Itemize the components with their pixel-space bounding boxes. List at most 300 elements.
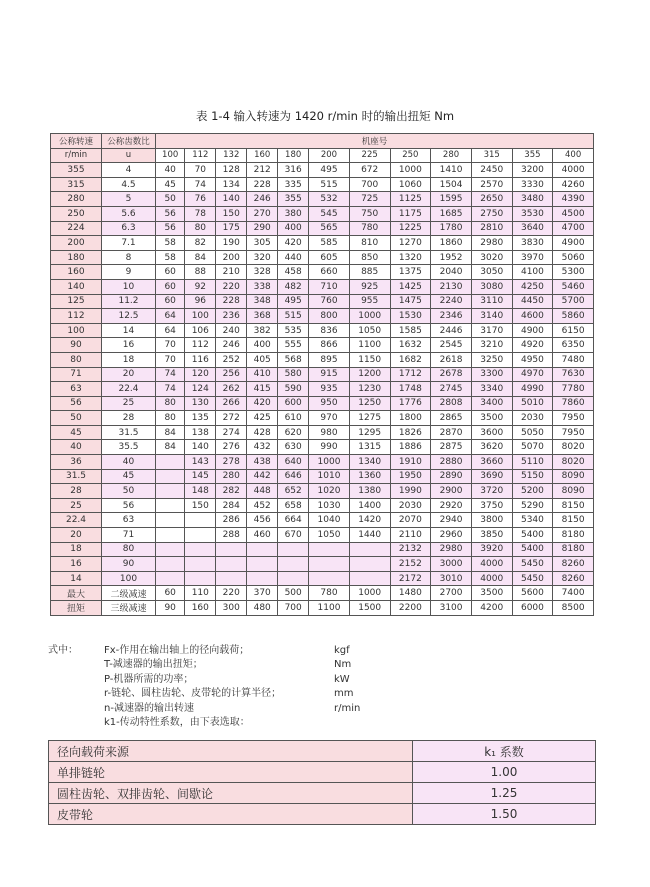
- cell-torque: 2650: [471, 192, 512, 207]
- cell-torque: 646: [278, 469, 309, 484]
- cell-torque: 236: [216, 309, 247, 324]
- cell-torque: 800: [309, 309, 350, 324]
- cell-torque: [156, 484, 185, 499]
- cell-torque: 138: [185, 425, 216, 440]
- cell-torque: [349, 571, 390, 586]
- cell-torque: 456: [247, 513, 278, 528]
- cell-max-torque: 90: [156, 601, 185, 616]
- cell-torque: 78: [185, 206, 216, 221]
- table-row: [51, 571, 594, 586]
- cell-torque: 3020: [471, 250, 512, 265]
- header-frame-size: 280: [431, 148, 472, 163]
- cell-ratio: 7.1: [102, 236, 156, 251]
- cell-torque: 5290: [512, 498, 553, 513]
- cell-torque: 74: [156, 367, 185, 382]
- cell-ratio: 4.5: [102, 177, 156, 192]
- table-row: [51, 338, 594, 353]
- cell-torque: 45: [156, 177, 185, 192]
- cell-torque: 4100: [512, 265, 553, 280]
- cell-torque: 1910: [390, 455, 431, 470]
- cell-torque: 1440: [349, 528, 390, 543]
- cell-torque: [278, 571, 309, 586]
- cell-torque: 1780: [431, 221, 472, 236]
- cell-torque: 1748: [390, 382, 431, 397]
- cell-torque: 4920: [512, 338, 553, 353]
- cell-torque: 495: [309, 163, 350, 178]
- cell-max-torque: 700: [278, 601, 309, 616]
- table-row: [51, 323, 594, 338]
- k-row: [49, 762, 596, 783]
- cell-torque: 5700: [553, 294, 594, 309]
- cell-torque: 1475: [390, 294, 431, 309]
- cell-torque: 515: [278, 309, 309, 324]
- cell-torque: 3830: [512, 236, 553, 251]
- k-coef: 1.50: [413, 804, 596, 825]
- legend-text: k1-传动特性系数，由下表选取：: [104, 717, 250, 729]
- cell-torque: 1000: [349, 309, 390, 324]
- max-torque-label: 最大: [51, 586, 102, 601]
- cell-torque: 228: [247, 177, 278, 192]
- cell-torque: 1320: [390, 250, 431, 265]
- legend-item: [48, 687, 360, 701]
- cell-speed: 100: [51, 323, 102, 338]
- cell-torque: 80: [156, 411, 185, 426]
- cell-ratio: 90: [102, 557, 156, 572]
- cell-torque: 1420: [349, 513, 390, 528]
- cell-torque: 4950: [512, 352, 553, 367]
- cell-torque: 590: [278, 382, 309, 397]
- legend-indent: [48, 687, 104, 701]
- cell-torque: 448: [247, 484, 278, 499]
- cell-torque: [156, 571, 185, 586]
- cell-torque: [216, 542, 247, 557]
- cell-speed: 80: [51, 352, 102, 367]
- header-frame-size: 225: [349, 148, 390, 163]
- cell-torque: 1504: [431, 177, 472, 192]
- header-frame-size: 400: [553, 148, 594, 163]
- max-torque-row: [51, 586, 594, 601]
- cell-ratio: 31.5: [102, 425, 156, 440]
- cell-torque: 1250: [349, 396, 390, 411]
- cell-torque: 1020: [309, 484, 350, 499]
- cell-torque: 145: [185, 469, 216, 484]
- table-row: [51, 265, 594, 280]
- cell-max-torque: 6000: [512, 601, 553, 616]
- legend-prefix: 式中：: [48, 645, 78, 656]
- cell-ratio: 9: [102, 265, 156, 280]
- cell-torque: 96: [185, 294, 216, 309]
- cell-torque: 700: [349, 177, 390, 192]
- cell-torque: 220: [216, 279, 247, 294]
- cell-torque: 58: [156, 236, 185, 251]
- k-header-coef: k₁ 系数: [413, 741, 596, 762]
- cell-torque: 288: [216, 528, 247, 543]
- cell-torque: 658: [278, 498, 309, 513]
- cell-torque: [156, 528, 185, 543]
- cell-speed: 63: [51, 382, 102, 397]
- cell-torque: 1632: [390, 338, 431, 353]
- cell-ratio: 63: [102, 513, 156, 528]
- cell-torque: 116: [185, 352, 216, 367]
- cell-torque: 420: [247, 396, 278, 411]
- cell-speed: 40: [51, 440, 102, 455]
- cell-torque: [185, 557, 216, 572]
- cell-torque: 2870: [431, 425, 472, 440]
- header-speed-unit: r/min: [51, 148, 102, 163]
- cell-torque: 1125: [390, 192, 431, 207]
- cell-torque: 1175: [390, 206, 431, 221]
- cell-max-torque: 7400: [553, 586, 594, 601]
- cell-torque: 970: [309, 411, 350, 426]
- cell-max-torque: 500: [278, 586, 309, 601]
- cell-torque: 7780: [553, 382, 594, 397]
- cell-torque: 84: [156, 440, 185, 455]
- table-row: [51, 309, 594, 324]
- cell-torque: [156, 455, 185, 470]
- header-frame-size: 100: [156, 148, 185, 163]
- cell-torque: 442: [247, 469, 278, 484]
- cell-torque: 76: [185, 192, 216, 207]
- cell-torque: 885: [349, 265, 390, 280]
- cell-torque: 1100: [349, 338, 390, 353]
- cell-torque: 148: [185, 484, 216, 499]
- cell-torque: 1150: [349, 352, 390, 367]
- cell-torque: 515: [309, 177, 350, 192]
- cell-torque: [216, 571, 247, 586]
- cell-ratio: 18: [102, 352, 156, 367]
- cell-ratio: 4: [102, 163, 156, 178]
- cell-torque: 335: [278, 177, 309, 192]
- cell-torque: 175: [216, 221, 247, 236]
- table-row: [51, 279, 594, 294]
- cell-ratio: 80: [102, 542, 156, 557]
- k-source: 圆柱齿轮、双排齿轮、间歇论: [49, 783, 413, 804]
- cell-speed: 280: [51, 192, 102, 207]
- cell-torque: 84: [185, 250, 216, 265]
- table-row: [51, 411, 594, 426]
- cell-ratio: 25: [102, 396, 156, 411]
- cell-torque: 50: [156, 192, 185, 207]
- k-row: [49, 804, 596, 825]
- cell-torque: 482: [278, 279, 309, 294]
- cell-speed: 50: [51, 411, 102, 426]
- legend-text: P-机器所需的功率；: [104, 673, 194, 685]
- table-row: [51, 352, 594, 367]
- cell-torque: 4900: [553, 236, 594, 251]
- legend-item: [48, 702, 360, 716]
- cell-torque: 112: [185, 338, 216, 353]
- legend-text: Fx-作用在输出轴上的径向载荷；: [104, 645, 250, 656]
- cell-torque: 60: [156, 279, 185, 294]
- cell-torque: 320: [247, 250, 278, 265]
- cell-torque: 2980: [431, 542, 472, 557]
- cell-torque: 1776: [390, 396, 431, 411]
- cell-torque: 266: [216, 396, 247, 411]
- cell-torque: 2960: [431, 528, 472, 543]
- cell-torque: [349, 542, 390, 557]
- table-row: [51, 206, 594, 221]
- cell-max-torque: 300: [216, 601, 247, 616]
- cell-torque: 60: [156, 265, 185, 280]
- cell-torque: 8260: [553, 557, 594, 572]
- cell-torque: 1860: [431, 236, 472, 251]
- cell-ratio: 35.5: [102, 440, 156, 455]
- cell-torque: 1685: [431, 206, 472, 221]
- cell-torque: [185, 513, 216, 528]
- cell-torque: 3800: [471, 513, 512, 528]
- cell-torque: 246: [216, 338, 247, 353]
- cell-ratio: 8: [102, 250, 156, 265]
- cell-torque: 3620: [471, 440, 512, 455]
- cell-torque: 240: [216, 323, 247, 338]
- cell-torque: 1295: [349, 425, 390, 440]
- cell-torque: 760: [309, 294, 350, 309]
- table-row: [51, 294, 594, 309]
- cell-torque: 1585: [390, 323, 431, 338]
- cell-torque: 2172: [390, 571, 431, 586]
- cell-torque: [156, 513, 185, 528]
- table-row: [51, 557, 594, 572]
- cell-ratio: 5: [102, 192, 156, 207]
- cell-torque: 1030: [309, 498, 350, 513]
- cell-max-torque: 4200: [471, 601, 512, 616]
- cell-torque: 2070: [390, 513, 431, 528]
- cell-torque: [278, 542, 309, 557]
- cell-torque: 228: [216, 294, 247, 309]
- header-frame-size: 200: [309, 148, 350, 163]
- cell-speed: 200: [51, 236, 102, 251]
- cell-torque: 2132: [390, 542, 431, 557]
- cell-torque: 620: [278, 425, 309, 440]
- cell-torque: 106: [185, 323, 216, 338]
- legend-item: [48, 673, 360, 687]
- cell-torque: 3400: [471, 396, 512, 411]
- cell-torque: 70: [156, 352, 185, 367]
- cell-torque: 272: [216, 411, 247, 426]
- cell-torque: [247, 542, 278, 557]
- cell-torque: 4000: [471, 571, 512, 586]
- cell-torque: 3000: [431, 557, 472, 572]
- cell-ratio: 16: [102, 338, 156, 353]
- cell-torque: 2450: [471, 163, 512, 178]
- cell-torque: 3140: [471, 309, 512, 324]
- cell-speed: 56: [51, 396, 102, 411]
- legend-item: [48, 658, 360, 672]
- cell-speed: 14: [51, 571, 102, 586]
- cell-torque: 750: [349, 206, 390, 221]
- cell-torque: 545: [309, 206, 350, 221]
- cell-torque: 4450: [512, 294, 553, 309]
- cell-ratio: 71: [102, 528, 156, 543]
- cell-torque: 710: [309, 279, 350, 294]
- cell-torque: 1380: [349, 484, 390, 499]
- legend-unit: kgf: [334, 645, 350, 656]
- cell-ratio: 10: [102, 279, 156, 294]
- table-row: [51, 469, 594, 484]
- cell-torque: 2152: [390, 557, 431, 572]
- table-row: [51, 455, 594, 470]
- table-row: [51, 163, 594, 178]
- cell-torque: [278, 557, 309, 572]
- cell-torque: 4000: [553, 163, 594, 178]
- cell-torque: 74: [185, 177, 216, 192]
- cell-torque: 1270: [390, 236, 431, 251]
- cell-torque: 1050: [309, 528, 350, 543]
- cell-torque: 420: [278, 236, 309, 251]
- header-frame-size: 112: [185, 148, 216, 163]
- cell-torque: 555: [278, 338, 309, 353]
- cell-torque: 3480: [512, 192, 553, 207]
- cell-torque: 672: [349, 163, 390, 178]
- cell-torque: [156, 498, 185, 513]
- cell-torque: 600: [278, 396, 309, 411]
- cell-torque: 400: [247, 338, 278, 353]
- cell-torque: 4970: [512, 367, 553, 382]
- cell-torque: 1952: [431, 250, 472, 265]
- cell-torque: 664: [278, 513, 309, 528]
- cell-torque: 278: [216, 455, 247, 470]
- cell-torque: 140: [185, 440, 216, 455]
- cell-torque: 3010: [431, 571, 472, 586]
- cell-max-torque: 2200: [390, 601, 431, 616]
- cell-torque: 4700: [553, 221, 594, 236]
- cell-torque: 6350: [553, 338, 594, 353]
- cell-torque: 5300: [553, 265, 594, 280]
- cell-torque: 276: [216, 440, 247, 455]
- cell-torque: 3300: [471, 367, 512, 382]
- cell-torque: 316: [278, 163, 309, 178]
- cell-torque: 1000: [309, 455, 350, 470]
- cell-torque: 4900: [512, 323, 553, 338]
- cell-torque: 3210: [471, 338, 512, 353]
- cell-torque: 7950: [553, 425, 594, 440]
- cell-torque: 1530: [390, 309, 431, 324]
- torque-table: [50, 133, 594, 616]
- cell-torque: 82: [185, 236, 216, 251]
- cell-torque: 380: [278, 206, 309, 221]
- cell-torque: 3850: [471, 528, 512, 543]
- cell-torque: 64: [156, 309, 185, 324]
- cell-torque: 2900: [431, 484, 472, 499]
- cell-torque: 4000: [471, 557, 512, 572]
- k-header-source: 径向载荷来源: [49, 741, 413, 762]
- cell-torque: 3340: [471, 382, 512, 397]
- cell-torque: 150: [185, 498, 216, 513]
- cell-torque: 440: [278, 250, 309, 265]
- header-speed: 公称转速: [51, 134, 102, 149]
- cell-torque: 120: [185, 367, 216, 382]
- cell-torque: 5200: [512, 484, 553, 499]
- header-frame-size: 180: [278, 148, 309, 163]
- cell-torque: 836: [309, 323, 350, 338]
- table-row: [51, 528, 594, 543]
- cell-max-torque: 780: [309, 586, 350, 601]
- cell-torque: [185, 528, 216, 543]
- cell-torque: 5860: [553, 309, 594, 324]
- cell-torque: 92: [185, 279, 216, 294]
- cell-torque: 2678: [431, 367, 472, 382]
- cell-torque: 80: [156, 396, 185, 411]
- cell-torque: 7950: [553, 411, 594, 426]
- cell-torque: 8180: [553, 528, 594, 543]
- cell-speed: 90: [51, 338, 102, 353]
- cell-torque: 134: [216, 177, 247, 192]
- cell-torque: 2920: [431, 498, 472, 513]
- cell-torque: 7860: [553, 396, 594, 411]
- cell-speed: 18: [51, 542, 102, 557]
- cell-torque: 428: [247, 425, 278, 440]
- cell-torque: 1010: [309, 469, 350, 484]
- cell-torque: 532: [309, 192, 350, 207]
- cell-torque: 1230: [349, 382, 390, 397]
- cell-torque: 630: [278, 440, 309, 455]
- cell-torque: 4260: [553, 177, 594, 192]
- cell-torque: 3530: [512, 206, 553, 221]
- cell-speed: 315: [51, 177, 102, 192]
- cell-torque: 610: [278, 411, 309, 426]
- legend-text: r-链轮、圆柱齿轮、皮带轮的计算半径；: [104, 688, 282, 700]
- cell-torque: 5340: [512, 513, 553, 528]
- cell-torque: 7480: [553, 352, 594, 367]
- cell-ratio: 50: [102, 484, 156, 499]
- cell-torque: 5460: [553, 279, 594, 294]
- cell-torque: 2618: [431, 352, 472, 367]
- cell-torque: 2880: [431, 455, 472, 470]
- cell-speed: 28: [51, 484, 102, 499]
- cell-torque: 7630: [553, 367, 594, 382]
- cell-torque: 280: [216, 469, 247, 484]
- cell-torque: 80: [185, 221, 216, 236]
- cell-torque: 382: [247, 323, 278, 338]
- cell-speed: 224: [51, 221, 102, 236]
- table-row: [51, 425, 594, 440]
- cell-torque: 328: [247, 265, 278, 280]
- cell-speed: 45: [51, 425, 102, 440]
- cell-torque: 2545: [431, 338, 472, 353]
- cell-max-torque: 1100: [309, 601, 350, 616]
- cell-torque: 212: [247, 163, 278, 178]
- table-row: [51, 236, 594, 251]
- cell-torque: 3170: [471, 323, 512, 338]
- table-row: [51, 440, 594, 455]
- k-header-row: [49, 741, 596, 762]
- header-frame-size: 355: [512, 148, 553, 163]
- cell-torque: 1225: [390, 221, 431, 236]
- cell-torque: 143: [185, 455, 216, 470]
- cell-torque: 3200: [512, 163, 553, 178]
- cell-ratio: 5.6: [102, 206, 156, 221]
- cell-speed: 140: [51, 279, 102, 294]
- cell-torque: [349, 557, 390, 572]
- cell-torque: 305: [247, 236, 278, 251]
- cell-torque: 810: [349, 236, 390, 251]
- header-frame-size: 132: [216, 148, 247, 163]
- cell-ratio: 40: [102, 455, 156, 470]
- cell-torque: 660: [309, 265, 350, 280]
- table-row: [51, 498, 594, 513]
- cell-torque: 3050: [471, 265, 512, 280]
- cell-torque: 2446: [431, 323, 472, 338]
- cell-torque: 3640: [512, 221, 553, 236]
- cell-torque: 2810: [471, 221, 512, 236]
- cell-speed: 36: [51, 455, 102, 470]
- cell-max-torque: 1000: [349, 586, 390, 601]
- cell-max-torque: 110: [185, 586, 216, 601]
- header-frame-size: 160: [247, 148, 278, 163]
- header-ratio-symbol: u: [102, 148, 156, 163]
- cell-torque: 5110: [512, 455, 553, 470]
- cell-torque: 1040: [309, 513, 350, 528]
